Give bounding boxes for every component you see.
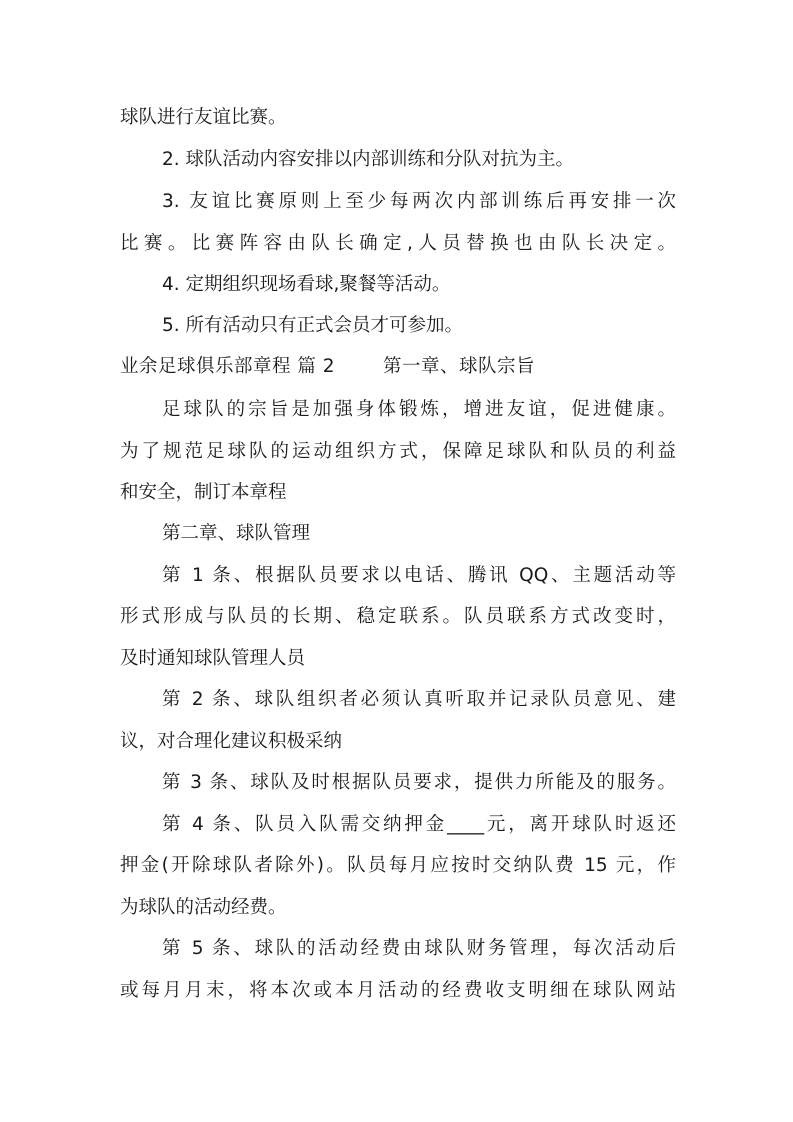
paragraph-line: 形式形成与队员的长期、稳定联系。队员联系方式改变时， <box>120 606 676 627</box>
paragraph-line: 为了规范足球队的运动组织方式，保障足球队和队员的利益 <box>120 441 676 462</box>
list-item: 2. 球队活动内容安排以内部训练和分队对抗为主。 <box>162 149 575 170</box>
list-item: 3. 友谊比赛原则上至少每两次内部训练后再安排一次 <box>162 191 676 212</box>
chapter-heading: 第二章、球队管理 <box>162 523 311 544</box>
paragraph-line: 第 5 条、球队的活动经费由球队财务管理，每次活动后 <box>162 938 676 959</box>
paragraph-line: 第 4 条、队员入队需交纳押金____元，离开球队时返还 <box>162 814 676 835</box>
paragraph-line: 和安全，制订本章程 <box>120 482 287 503</box>
article-title: 业余足球俱乐部章程 篇 2 <box>120 356 336 377</box>
paragraph-line: 议，对合理化建议积极采纳 <box>120 731 343 752</box>
paragraph-line: 足球队的宗旨是加强身体锻炼，增进友谊，促进健康。 <box>162 399 676 420</box>
text-line: 比赛。比赛阵容由队长确定,人员替换也由队长决定。 <box>120 233 676 254</box>
chapter-title: 第一章、球队宗旨 <box>383 356 536 377</box>
section-heading <box>120 355 676 381</box>
paragraph-line: 为球队的活动经费。 <box>120 897 287 918</box>
paragraph-line: 或每月月末，将本次或本月活动的经费收支明细在球队网站 <box>120 980 676 1001</box>
paragraph-line: 第 3 条、球队及时根据队员要求，提供力所能及的服务。 <box>162 772 676 793</box>
list-item: 5. 所有活动只有正式会员才可参加。 <box>162 315 464 336</box>
paragraph-line: 及时通知球队管理人员 <box>120 648 306 669</box>
text-line: 球队进行友谊比赛。 <box>120 107 287 128</box>
paragraph-line: 第 2 条、球队组织者必须认真听取并记录队员意见、建 <box>162 689 676 710</box>
paragraph-line: 押金(开除球队者除外)。队员每月应按时交纳队费 15 元，作 <box>120 855 676 876</box>
paragraph-line: 第 1 条、根据队员要求以电话、腾讯 QQ、主题活动等 <box>162 565 676 586</box>
list-item: 4. 定期组织现场看球,聚餐等活动。 <box>162 274 451 295</box>
